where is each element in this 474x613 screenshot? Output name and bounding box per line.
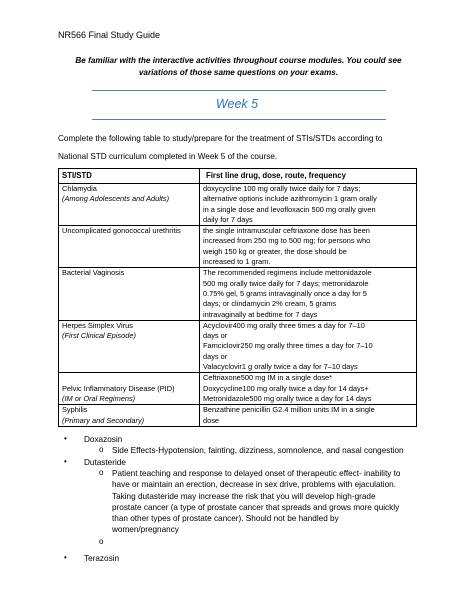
treatment-cell xyxy=(200,184,417,226)
list-subitem-line: prostate cancer (a type of prostate cancer that spreads and grows more quickly xyxy=(112,502,400,512)
treatment-cell xyxy=(200,268,417,320)
treatment-line: Benzathine penicillin G2.4 million units IM in a single xyxy=(203,405,375,415)
treatment-line: Doxycycline100 mg orally twice a day for 14 days+ xyxy=(203,383,369,393)
table-row xyxy=(59,226,417,268)
list-item-dutasteride: Dutasteride xyxy=(84,458,126,467)
section-title: Week 5 xyxy=(215,97,259,111)
condition-name: Herpes Simplex Virus xyxy=(62,320,133,330)
list-item-doxazosin: Doxazosin xyxy=(84,435,123,444)
table-header-row xyxy=(59,169,417,184)
condition-cell xyxy=(59,373,200,405)
list-subitem-line: have or maintain an erection, decrease in sex drive, problems with ejaculation. xyxy=(112,480,396,490)
treatment-line: dose xyxy=(203,415,220,425)
intro-line: Be familiar with the interactive activities throughout course modules. You could see xyxy=(75,56,402,65)
sub-bullet-icon: o xyxy=(99,445,104,454)
condition-cell xyxy=(59,268,200,320)
treatment-cell xyxy=(200,405,417,427)
document-header: NR566 Final Study Guide xyxy=(58,30,161,40)
list-subitem-line: Taking dutasteride may increase the risk that you will develop high-grade xyxy=(112,491,376,501)
treatment-line: days or xyxy=(203,331,228,341)
sub-bullet-icon: o xyxy=(99,537,104,546)
list-subitem-line: women/pregnancy xyxy=(112,525,179,535)
treatment-line: increased to 1 gram. xyxy=(203,257,271,267)
sti-treatment-table xyxy=(58,168,417,427)
treatment-cell xyxy=(200,226,417,268)
condition-cell xyxy=(59,320,200,372)
bullet-icon: • xyxy=(64,434,67,443)
treatment-line: alternative options include azithromycin 1 gram orally xyxy=(203,194,377,204)
condition-subtitle: (Primary and Secondary) xyxy=(62,415,145,425)
treatment-line: the single intramuscular ceftriaxone dose has been xyxy=(203,226,370,236)
treatment-line: Famciclovir250 mg orally three times a day for 7–10 xyxy=(203,341,373,351)
table-row xyxy=(59,405,417,427)
condition-subtitle: (Among Adolescents and Adults) xyxy=(62,194,170,204)
treatment-line: Valacyclovir1 g orally twice a day for 7–10 days xyxy=(203,362,358,372)
condition-cell xyxy=(59,184,200,226)
instructions-line: National STD curriculum completed in Week 5 of the course. xyxy=(58,152,278,161)
condition-cell xyxy=(59,405,200,427)
treatment-line: increased from 250 mg to 500 mg; for persons who xyxy=(203,236,371,246)
list-subitem xyxy=(112,468,430,536)
condition-name: Bacterial Vaginosis xyxy=(62,268,125,278)
treatment-line: daily for 7 days xyxy=(203,214,253,224)
treatment-line: weigh 150 kg or greater, the dose should be xyxy=(203,246,347,256)
intro-note xyxy=(66,55,411,79)
list-item-terazosin: Terazosin xyxy=(84,554,120,563)
treatment-line: intravaginally at bedtime for 7 days xyxy=(203,309,318,319)
table-row xyxy=(59,268,417,320)
treatment-line: The recommended regimens include metronidazole xyxy=(203,268,372,278)
table-row xyxy=(59,184,417,226)
divider-bottom xyxy=(92,119,386,120)
list-subitem-line: Patient teaching and response to delayed onset of therapeutic effect- inability to xyxy=(112,469,401,478)
condition-name: Chlamydia xyxy=(62,184,97,193)
condition-cell xyxy=(59,226,200,268)
table-row xyxy=(59,320,417,372)
treatment-cell xyxy=(200,320,417,372)
instructions-line: Complete the following table to study/prepare for the treatment of STIs/STDs according to xyxy=(58,134,383,143)
list-subitem: Side Effects-Hypotension, fainting, dizziness, somnolence, and nasal congestion xyxy=(112,446,404,455)
treatment-line: days; or clindamycin 2% cream, 5 grams xyxy=(203,299,337,309)
treatment-line: Metronidazole500 mg orally twice a day for 14 days xyxy=(203,393,372,403)
sub-bullet-icon: o xyxy=(99,468,104,477)
treatment-line: 500 mg orally twice daily for 7 days; metronidazole xyxy=(203,278,369,288)
column-header: STI/STD xyxy=(59,169,200,184)
condition-name: Pelvic Inflammatory Disease (PID) xyxy=(62,383,175,393)
intro-line: variations of those same questions on your exams. xyxy=(138,68,339,77)
table-row xyxy=(59,373,417,405)
treatment-line: 0.75% gel, 5 grams intravaginally once a day for 5 xyxy=(203,288,367,298)
treatment-line: in a single dose and levofloxacin 500 mg orally given xyxy=(203,204,376,214)
condition-name: Syphilis xyxy=(62,405,88,415)
treatment-line: doxycycline 100 mg orally twice daily for 7 days; xyxy=(203,184,361,193)
treatment-line: Acyclovir400 mg orally three times a day for 7–10 xyxy=(203,320,365,330)
treatment-line: Ceftriaxone500 mg IM in a single dose* xyxy=(203,373,332,383)
condition-subtitle: (IM or Oral Regimens) xyxy=(62,393,136,403)
bullet-icon: • xyxy=(64,553,67,562)
divider-top xyxy=(92,90,386,91)
treatment-line: days or xyxy=(203,351,228,361)
column-header: First line drug, dose, route, frequency xyxy=(200,169,417,184)
condition-name: Uncomplicated gonococcal urethritis xyxy=(62,226,181,236)
bullet-icon: • xyxy=(64,457,67,466)
list-subitem-line: than other types of prostate cancer). Should not be handled by xyxy=(112,514,339,524)
condition-spacer xyxy=(62,373,196,383)
condition-subtitle: (First Clinical Episode) xyxy=(62,331,136,341)
treatment-cell xyxy=(200,373,417,405)
